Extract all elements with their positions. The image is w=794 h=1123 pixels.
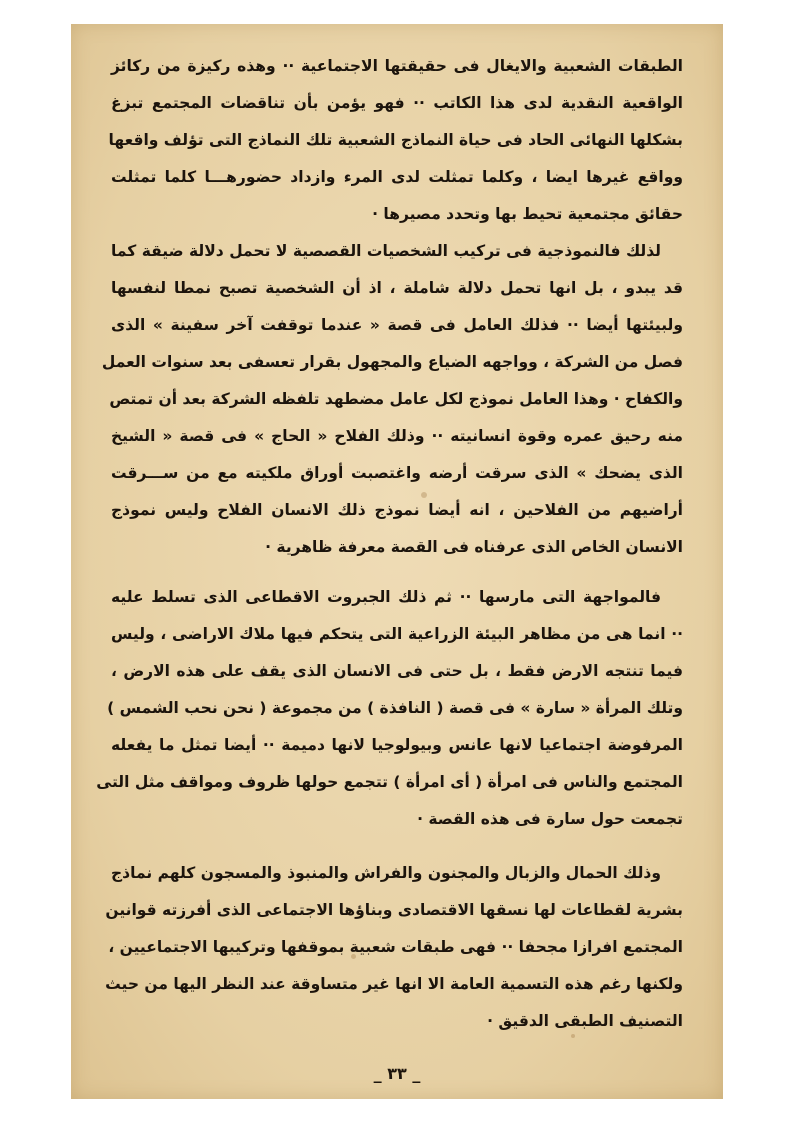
text-line: المرفوضة اجتماعيا لانها عانس وبيولوجيا لانها دميمة ·· أيضا تمثل ما يفعله (111, 736, 683, 754)
text-line: منه رحيق عمره وقوة انسانيته ·· وذلك الفلاح « الحاج » فى قصة « الشيخ (111, 427, 683, 445)
text-line: بشرية لقطاعات لها نسقها الاقتصادى وبناؤها الاجتماعى الذى أفرزته قوانين (105, 901, 683, 919)
text-line: المجتمع افرازا مجحفا ·· فهى طبقات شعبية بموقفها وتركيبها الاجتماعيين ، (108, 938, 683, 956)
text-line: الواقعية النقدية لدى هذا الكاتب ·· فهو يؤمن بأن تناقضات المجتمع تبزغ (111, 94, 683, 112)
page-number: _ ٣٣ _ (373, 1064, 421, 1083)
text-line: ولكنها رغم هذه التسمية العامة الا انها غير متساوقة عند النظر اليها من حيث (105, 975, 683, 993)
text-line: التصنيف الطبقى الدقيق · (487, 1012, 683, 1030)
text-line: حقائق مجتمعية تحيط بها وتحدد مصيرها · (372, 205, 683, 223)
text-line: ولبيئتها أيضا ·· فذلك العامل فى قصة « عندما توقفت آخر سفينة » الذى (111, 316, 683, 334)
text-line: الذى يضحك » الذى سرقت أرضه واغتصبت أوراق ملكيته مع من ســـرقت (111, 464, 683, 482)
text-line: لذلك فالنموذجية فى تركيب الشخصيات القصصية لا تحمل دلالة ضيقة كما (111, 242, 661, 260)
text-line: فالمواجهة التى مارسها ·· ثم ذلك الجبروت الاقطاعى الذى تسلط عليه (111, 588, 661, 606)
text-line: قد يبدو ، بل انها تحمل دلالة شاملة ، اذ أن الشخصية تصبح نمطا لنفسها (111, 279, 683, 297)
text-line: فيما تنتجه الارض فقط ، بل حتى فى الانسان الذى يقف على هذه الارض ، (111, 662, 683, 680)
text-line: فصل من الشركة ، وواجهه الضياع والمجهول بقرار تعسفى بعد سنوات العمل (101, 353, 683, 371)
text-line: والكفاح · وهذا العامل نموذج لكل عامل مضطهد تلفظه الشركة بعد أن تمتص (109, 390, 683, 408)
text-line: وواقع غيرها ايضا ، وكلما تمثلت لدى المرء وازداد حضورهـــا كلما تمثلت (111, 168, 683, 186)
text-line: أراضيهم من الفلاحين ، انه أيضا نموذج ذلك الانسان الفلاح وليس نموذج (111, 501, 683, 519)
text-line: ·· انما هى من مظاهر البيئة الزراعية التى يتحكم فيها ملاك الاراضى ، وليس (111, 625, 683, 643)
text-line: المجتمع والناس فى امرأة ( أى امرأة ) تتجمع حولها ظروف ومواقف مثل التى (96, 773, 683, 791)
stain-spot (421, 492, 427, 498)
stain-spot (571, 1034, 575, 1038)
text-line: الطبقات الشعبية والايغال فى حقيقتها الاجتماعية ·· وهذه ركيزة من ركائز (111, 57, 683, 75)
text-line: وتلك المرأة « سارة » فى قصة ( النافذة ) من مجموعة ( نحن نحب الشمس ) (107, 699, 683, 717)
text-line: تجمعت حول سارة فى هذه القصة · (417, 810, 683, 828)
text-line: الانسان الخاص الذى عرفناه فى القصة معرفة ظاهرية · (265, 538, 683, 556)
text-line: وذلك الحمال والزبال والمجنون والفراش والمنبوذ والمسجون كلهم نماذج (111, 864, 661, 882)
text-line: بشكلها النهائى الحاد فى حياة النماذج الشعبية تلك النماذج التى تؤلف واقعها (108, 131, 683, 149)
